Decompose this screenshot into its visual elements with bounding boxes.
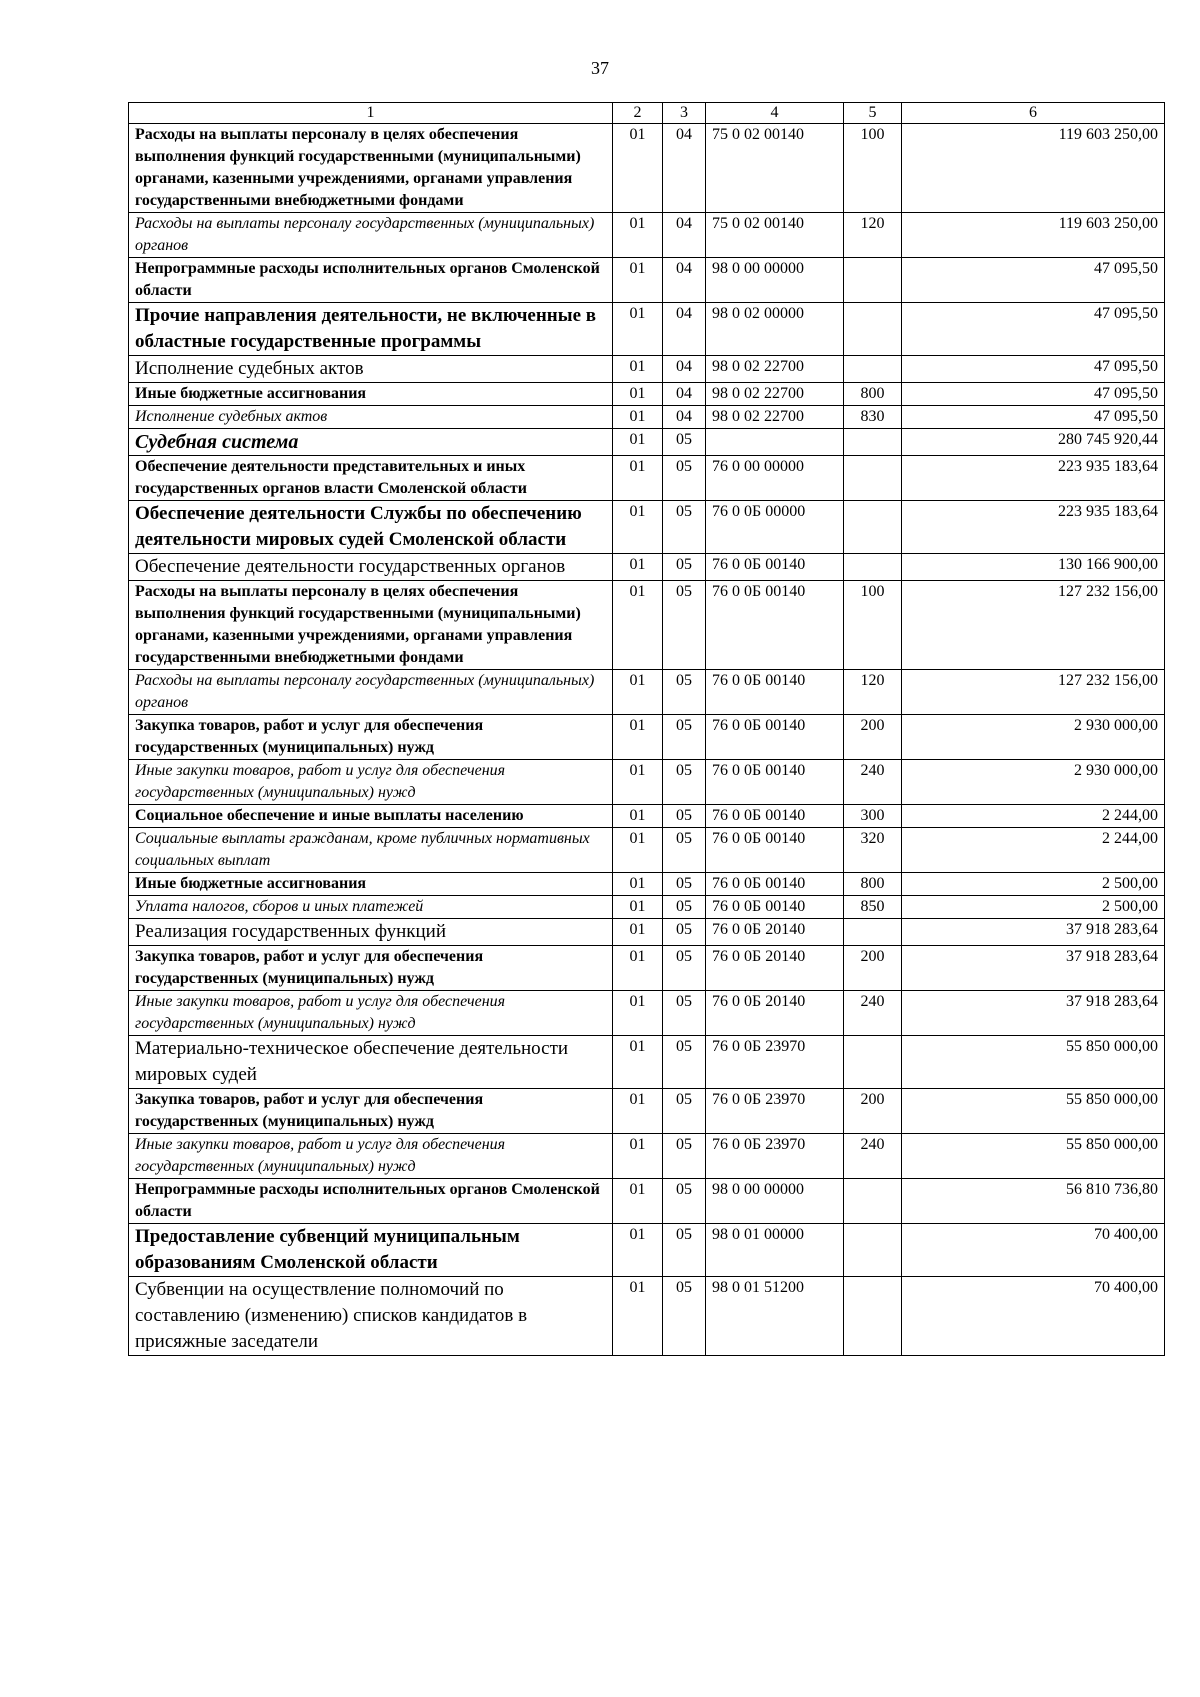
row-expense-type-cell bbox=[844, 919, 902, 946]
row-target-article-cell: 75 0 02 00140 bbox=[706, 213, 844, 258]
row-section-cell: 01 bbox=[613, 406, 663, 429]
row-name-cell: Иные бюджетные ассигнования bbox=[129, 873, 613, 896]
row-subsection-cell: 05 bbox=[663, 429, 706, 456]
row-target-article-cell: 98 0 01 51200 bbox=[706, 1277, 844, 1356]
table-row bbox=[129, 456, 1165, 501]
row-expense-type-cell: 850 bbox=[844, 896, 902, 919]
row-expense-type-cell: 120 bbox=[844, 213, 902, 258]
header-cell-4: 4 bbox=[706, 103, 844, 124]
row-section-cell: 01 bbox=[613, 383, 663, 406]
row-subsection-cell: 04 bbox=[663, 303, 706, 356]
row-amount-cell: 130 166 900,00 bbox=[902, 554, 1165, 581]
row-subsection-cell: 05 bbox=[663, 873, 706, 896]
header-cell-6: 6 bbox=[902, 103, 1165, 124]
row-subsection-cell: 05 bbox=[663, 919, 706, 946]
row-amount-cell: 37 918 283,64 bbox=[902, 946, 1165, 991]
row-expense-type-cell: 200 bbox=[844, 1089, 902, 1134]
row-expense-type-cell bbox=[844, 303, 902, 356]
row-target-article-cell: 76 0 0Б 00140 bbox=[706, 715, 844, 760]
row-target-article-cell: 76 0 0Б 23970 bbox=[706, 1036, 844, 1089]
row-target-article-cell: 76 0 0Б 00140 bbox=[706, 873, 844, 896]
row-amount-cell: 119 603 250,00 bbox=[902, 124, 1165, 213]
row-expense-type-cell: 320 bbox=[844, 828, 902, 873]
row-name-cell: Реализация государственных функций bbox=[129, 919, 613, 946]
row-subsection-cell: 05 bbox=[663, 715, 706, 760]
row-section-cell: 01 bbox=[613, 1134, 663, 1179]
row-target-article-cell: 98 0 00 00000 bbox=[706, 258, 844, 303]
table-row bbox=[129, 581, 1165, 670]
row-name-cell: Закупка товаров, работ и услуг для обеспечения государственных (муниципальных) нужд bbox=[129, 1089, 613, 1134]
row-amount-cell: 2 244,00 bbox=[902, 805, 1165, 828]
row-name-cell: Иные закупки товаров, работ и услуг для обеспечения государственных (муниципальных) нужд bbox=[129, 991, 613, 1036]
row-name-cell: Обеспечение деятельности представительных и иных государственных органов власти Смоленской области bbox=[129, 456, 613, 501]
row-section-cell: 01 bbox=[613, 670, 663, 715]
row-name-cell: Иные бюджетные ассигнования bbox=[129, 383, 613, 406]
row-expense-type-cell bbox=[844, 356, 902, 383]
row-name-cell: Расходы на выплаты персоналу в целях обеспечения выполнения функций государственными (муниципальными) органами, казенными учреждениями, органами управления государственными внебюджетными фондами bbox=[129, 581, 613, 670]
table-row bbox=[129, 1224, 1165, 1277]
table-row bbox=[129, 715, 1165, 760]
row-name-cell: Закупка товаров, работ и услуг для обеспечения государственных (муниципальных) нужд bbox=[129, 715, 613, 760]
row-subsection-cell: 05 bbox=[663, 1179, 706, 1224]
table-row bbox=[129, 356, 1165, 383]
row-target-article-cell: 76 0 0Б 00140 bbox=[706, 581, 844, 670]
row-target-article-cell: 76 0 0Б 00140 bbox=[706, 896, 844, 919]
row-subsection-cell: 05 bbox=[663, 896, 706, 919]
row-amount-cell: 127 232 156,00 bbox=[902, 581, 1165, 670]
row-section-cell: 01 bbox=[613, 303, 663, 356]
row-target-article-cell: 76 0 0Б 00000 bbox=[706, 501, 844, 554]
table-row bbox=[129, 805, 1165, 828]
row-amount-cell: 70 400,00 bbox=[902, 1277, 1165, 1356]
row-subsection-cell: 05 bbox=[663, 1089, 706, 1134]
table-row bbox=[129, 670, 1165, 715]
table-row bbox=[129, 124, 1165, 213]
row-expense-type-cell: 100 bbox=[844, 581, 902, 670]
row-section-cell: 01 bbox=[613, 429, 663, 456]
row-section-cell: 01 bbox=[613, 1036, 663, 1089]
row-section-cell: 01 bbox=[613, 554, 663, 581]
row-amount-cell: 119 603 250,00 bbox=[902, 213, 1165, 258]
row-section-cell: 01 bbox=[613, 356, 663, 383]
row-target-article-cell: 76 0 0Б 00140 bbox=[706, 760, 844, 805]
table-row bbox=[129, 406, 1165, 429]
row-amount-cell: 2 930 000,00 bbox=[902, 760, 1165, 805]
row-expense-type-cell bbox=[844, 1179, 902, 1224]
row-expense-type-cell: 200 bbox=[844, 715, 902, 760]
row-target-article-cell: 76 0 0Б 20140 bbox=[706, 946, 844, 991]
row-name-cell: Иные закупки товаров, работ и услуг для обеспечения государственных (муниципальных) нужд bbox=[129, 1134, 613, 1179]
row-amount-cell: 47 095,50 bbox=[902, 406, 1165, 429]
row-amount-cell: 2 500,00 bbox=[902, 896, 1165, 919]
row-expense-type-cell bbox=[844, 554, 902, 581]
row-subsection-cell: 04 bbox=[663, 406, 706, 429]
row-expense-type-cell: 200 bbox=[844, 946, 902, 991]
row-section-cell: 01 bbox=[613, 124, 663, 213]
row-section-cell: 01 bbox=[613, 896, 663, 919]
row-expense-type-cell bbox=[844, 501, 902, 554]
row-subsection-cell: 05 bbox=[663, 805, 706, 828]
row-name-cell: Уплата налогов, сборов и иных платежей bbox=[129, 896, 613, 919]
row-target-article-cell: 98 0 02 22700 bbox=[706, 383, 844, 406]
table-row bbox=[129, 1089, 1165, 1134]
row-subsection-cell: 04 bbox=[663, 356, 706, 383]
row-expense-type-cell bbox=[844, 1036, 902, 1089]
row-target-article-cell: 98 0 02 22700 bbox=[706, 356, 844, 383]
row-amount-cell: 223 935 183,64 bbox=[902, 456, 1165, 501]
row-amount-cell: 55 850 000,00 bbox=[902, 1089, 1165, 1134]
row-subsection-cell: 05 bbox=[663, 946, 706, 991]
row-amount-cell: 47 095,50 bbox=[902, 383, 1165, 406]
budget-table bbox=[128, 102, 1165, 1356]
row-amount-cell: 37 918 283,64 bbox=[902, 919, 1165, 946]
row-name-cell: Социальные выплаты гражданам, кроме публичных нормативных социальных выплат bbox=[129, 828, 613, 873]
row-expense-type-cell bbox=[844, 429, 902, 456]
header-cell-3: 3 bbox=[663, 103, 706, 124]
row-subsection-cell: 05 bbox=[663, 1224, 706, 1277]
row-section-cell: 01 bbox=[613, 1224, 663, 1277]
row-target-article-cell: 76 0 0Б 00140 bbox=[706, 670, 844, 715]
row-amount-cell: 2 500,00 bbox=[902, 873, 1165, 896]
table-row bbox=[129, 946, 1165, 991]
row-subsection-cell: 05 bbox=[663, 456, 706, 501]
row-subsection-cell: 05 bbox=[663, 670, 706, 715]
table-row bbox=[129, 1134, 1165, 1179]
row-expense-type-cell: 240 bbox=[844, 1134, 902, 1179]
table-row bbox=[129, 501, 1165, 554]
row-section-cell: 01 bbox=[613, 805, 663, 828]
header-row bbox=[129, 103, 1165, 124]
row-name-cell: Социальное обеспечение и иные выплаты населению bbox=[129, 805, 613, 828]
row-expense-type-cell: 300 bbox=[844, 805, 902, 828]
table-row bbox=[129, 991, 1165, 1036]
row-amount-cell: 55 850 000,00 bbox=[902, 1036, 1165, 1089]
row-subsection-cell: 05 bbox=[663, 1134, 706, 1179]
row-amount-cell: 223 935 183,64 bbox=[902, 501, 1165, 554]
row-target-article-cell: 76 0 0Б 23970 bbox=[706, 1134, 844, 1179]
row-subsection-cell: 05 bbox=[663, 991, 706, 1036]
row-subsection-cell: 05 bbox=[663, 581, 706, 670]
table-row bbox=[129, 258, 1165, 303]
row-name-cell: Обеспечение деятельности Службы по обеспечению деятельности мировых судей Смоленской области bbox=[129, 501, 613, 554]
table-row bbox=[129, 1277, 1165, 1356]
row-expense-type-cell bbox=[844, 1224, 902, 1277]
page-number: 37 bbox=[591, 58, 609, 78]
row-expense-type-cell: 800 bbox=[844, 873, 902, 896]
header-cell-5: 5 bbox=[844, 103, 902, 124]
row-section-cell: 01 bbox=[613, 581, 663, 670]
row-section-cell: 01 bbox=[613, 1089, 663, 1134]
row-subsection-cell: 05 bbox=[663, 501, 706, 554]
row-amount-cell: 55 850 000,00 bbox=[902, 1134, 1165, 1179]
table-row bbox=[129, 303, 1165, 356]
table-row bbox=[129, 873, 1165, 896]
row-amount-cell: 127 232 156,00 bbox=[902, 670, 1165, 715]
row-name-cell: Прочие направления деятельности, не включенные в областные государственные программы bbox=[129, 303, 613, 356]
row-expense-type-cell bbox=[844, 258, 902, 303]
row-section-cell: 01 bbox=[613, 715, 663, 760]
row-section-cell: 01 bbox=[613, 1179, 663, 1224]
row-amount-cell: 2 244,00 bbox=[902, 828, 1165, 873]
row-name-cell: Закупка товаров, работ и услуг для обеспечения государственных (муниципальных) нужд bbox=[129, 946, 613, 991]
row-amount-cell: 37 918 283,64 bbox=[902, 991, 1165, 1036]
row-name-cell: Исполнение судебных актов bbox=[129, 356, 613, 383]
row-expense-type-cell: 240 bbox=[844, 760, 902, 805]
table-row bbox=[129, 896, 1165, 919]
table-row bbox=[129, 760, 1165, 805]
row-name-cell: Обеспечение деятельности государственных органов bbox=[129, 554, 613, 581]
row-subsection-cell: 05 bbox=[663, 760, 706, 805]
row-subsection-cell: 05 bbox=[663, 554, 706, 581]
table-row bbox=[129, 429, 1165, 456]
row-expense-type-cell: 120 bbox=[844, 670, 902, 715]
row-name-cell: Расходы на выплаты персоналу в целях обеспечения выполнения функций государственными (муниципальными) органами, казенными учреждениями, органами управления государственными внебюджетными фондами bbox=[129, 124, 613, 213]
row-name-cell: Расходы на выплаты персоналу государственных (муниципальных) органов bbox=[129, 213, 613, 258]
header-cell-2: 2 bbox=[613, 103, 663, 124]
row-section-cell: 01 bbox=[613, 946, 663, 991]
row-target-article-cell: 76 0 0Б 20140 bbox=[706, 991, 844, 1036]
row-amount-cell: 70 400,00 bbox=[902, 1224, 1165, 1277]
row-amount-cell: 47 095,50 bbox=[902, 258, 1165, 303]
row-section-cell: 01 bbox=[613, 258, 663, 303]
row-section-cell: 01 bbox=[613, 919, 663, 946]
row-expense-type-cell: 830 bbox=[844, 406, 902, 429]
row-name-cell: Материально-техническое обеспечение деятельности мировых судей bbox=[129, 1036, 613, 1089]
row-expense-type-cell bbox=[844, 456, 902, 501]
row-subsection-cell: 04 bbox=[663, 124, 706, 213]
table-row bbox=[129, 828, 1165, 873]
row-section-cell: 01 bbox=[613, 213, 663, 258]
row-amount-cell: 280 745 920,44 bbox=[902, 429, 1165, 456]
row-amount-cell: 47 095,50 bbox=[902, 303, 1165, 356]
row-expense-type-cell bbox=[844, 1277, 902, 1356]
table-row bbox=[129, 554, 1165, 581]
row-section-cell: 01 bbox=[613, 760, 663, 805]
row-amount-cell: 2 930 000,00 bbox=[902, 715, 1165, 760]
row-subsection-cell: 04 bbox=[663, 213, 706, 258]
row-target-article-cell: 76 0 0Б 00140 bbox=[706, 805, 844, 828]
row-name-cell: Предоставление субвенций муниципальным образованиям Смоленской области bbox=[129, 1224, 613, 1277]
row-section-cell: 01 bbox=[613, 1277, 663, 1356]
table-row bbox=[129, 919, 1165, 946]
row-target-article-cell: 98 0 00 00000 bbox=[706, 1179, 844, 1224]
table-row bbox=[129, 213, 1165, 258]
row-target-article-cell: 76 0 0Б 20140 bbox=[706, 919, 844, 946]
row-expense-type-cell: 100 bbox=[844, 124, 902, 213]
row-section-cell: 01 bbox=[613, 456, 663, 501]
row-target-article-cell: 98 0 01 00000 bbox=[706, 1224, 844, 1277]
row-name-cell: Исполнение судебных актов bbox=[129, 406, 613, 429]
row-target-article-cell bbox=[706, 429, 844, 456]
row-target-article-cell: 76 0 0Б 00140 bbox=[706, 554, 844, 581]
row-target-article-cell: 76 0 0Б 23970 bbox=[706, 1089, 844, 1134]
row-section-cell: 01 bbox=[613, 501, 663, 554]
row-target-article-cell: 75 0 02 00140 bbox=[706, 124, 844, 213]
row-name-cell: Судебная система bbox=[129, 429, 613, 456]
row-name-cell: Непрограммные расходы исполнительных органов Смоленской области bbox=[129, 258, 613, 303]
row-subsection-cell: 04 bbox=[663, 258, 706, 303]
row-name-cell: Иные закупки товаров, работ и услуг для обеспечения государственных (муниципальных) нужд bbox=[129, 760, 613, 805]
row-amount-cell: 56 810 736,80 bbox=[902, 1179, 1165, 1224]
row-subsection-cell: 05 bbox=[663, 1036, 706, 1089]
header-cell-1: 1 bbox=[129, 103, 613, 124]
row-name-cell: Расходы на выплаты персоналу государственных (муниципальных) органов bbox=[129, 670, 613, 715]
table-row bbox=[129, 383, 1165, 406]
row-target-article-cell: 98 0 02 00000 bbox=[706, 303, 844, 356]
table-row bbox=[129, 1036, 1165, 1089]
row-name-cell: Субвенции на осуществление полномочий по составлению (изменению) списков кандидатов в присяжные заседатели bbox=[129, 1277, 613, 1356]
row-target-article-cell: 76 0 00 00000 bbox=[706, 456, 844, 501]
row-section-cell: 01 bbox=[613, 873, 663, 896]
row-expense-type-cell: 800 bbox=[844, 383, 902, 406]
row-expense-type-cell: 240 bbox=[844, 991, 902, 1036]
table-row bbox=[129, 1179, 1165, 1224]
row-section-cell: 01 bbox=[613, 828, 663, 873]
row-subsection-cell: 05 bbox=[663, 828, 706, 873]
row-subsection-cell: 05 bbox=[663, 1277, 706, 1356]
row-target-article-cell: 76 0 0Б 00140 bbox=[706, 828, 844, 873]
row-section-cell: 01 bbox=[613, 991, 663, 1036]
row-name-cell: Непрограммные расходы исполнительных органов Смоленской области bbox=[129, 1179, 613, 1224]
row-target-article-cell: 98 0 02 22700 bbox=[706, 406, 844, 429]
row-amount-cell: 47 095,50 bbox=[902, 356, 1165, 383]
row-subsection-cell: 04 bbox=[663, 383, 706, 406]
